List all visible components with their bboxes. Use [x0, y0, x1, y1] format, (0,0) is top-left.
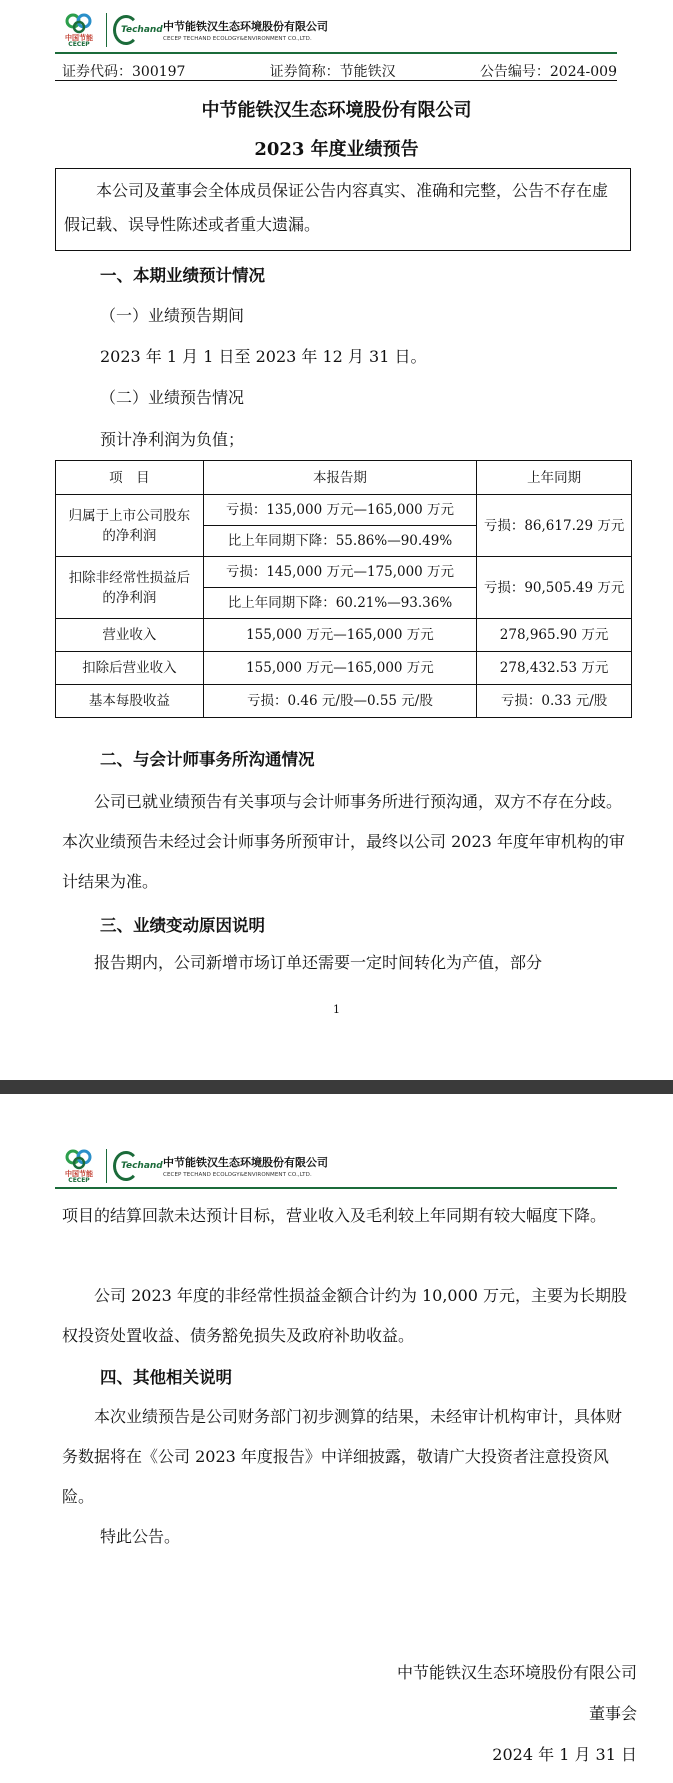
row-prior: 亏损：86,617.29 万元	[477, 495, 632, 557]
row-current-a: 亏损：135,000 万元—165,000 万元	[203, 495, 476, 526]
table-header-row	[56, 461, 632, 495]
page-2	[0, 1094, 673, 1783]
techand-brand-text: Techand	[121, 1161, 163, 1171]
section-3-body-page1: 报告期内，公司新增市场订单还需要一定时间转化为产值，部分	[94, 953, 543, 972]
section-4-body: 本次业绩预告是公司财务部门初步测算的结果，未经审计机构审计，具体财务数据将在《公司 2023 年度报告》中详细披露，敬请广大投资者注意投资风险。	[62, 1407, 623, 1506]
page-number: 1	[333, 1003, 340, 1016]
company-name-en: CECEP TECHAND ECOLOGY&ENVIRONMENT CO.,LTD.	[163, 36, 312, 42]
profit-note: 预计净利润为负值；	[100, 430, 245, 449]
row-current: 亏损：0.46 元/股—0.55 元/股	[203, 685, 476, 718]
header-current: 本报告期	[203, 461, 476, 495]
header-rule	[55, 52, 617, 54]
signature-company: 中节能铁汉生态环境股份有限公司	[396, 1663, 637, 1682]
closing-text: 特此公告。	[100, 1527, 181, 1546]
row-current-a: 亏损：145,000 万元—175,000 万元	[203, 557, 476, 588]
logo-divider	[106, 13, 107, 47]
disclaimer-box	[55, 168, 631, 251]
row-current: 155,000 万元—165,000 万元	[203, 652, 476, 685]
document-report-title: 2023 年度业绩预告	[254, 139, 419, 160]
row-prior: 278,965.90 万元	[477, 619, 632, 652]
subsection-forecast-heading: （二）业绩预告情况	[100, 388, 245, 407]
company-name-cn: 中节能铁汉生态环境股份有限公司	[163, 1156, 328, 1169]
cecep-logo	[60, 12, 98, 48]
letterhead	[60, 12, 328, 48]
cecep-logo	[60, 1148, 98, 1184]
company-name-block	[163, 18, 328, 42]
page-separator	[0, 1080, 673, 1094]
section-3-heading: 三、业绩变动原因说明	[100, 916, 265, 935]
row-item: 扣除后营业收入	[56, 652, 204, 685]
notice-number: 公告编号：2024-009	[479, 64, 617, 80]
table-row	[56, 652, 632, 685]
row-item: 归属于上市公司股东的净利润	[56, 495, 204, 557]
signature-board: 董事会	[588, 1704, 637, 1723]
row-item: 营业收入	[56, 619, 204, 652]
techand-logo	[111, 12, 163, 48]
row-prior: 278,432.53 万元	[477, 652, 632, 685]
cecep-leaf-icon	[64, 12, 94, 34]
logo-en-text: CECEP	[68, 41, 90, 48]
header-rule	[55, 1187, 617, 1189]
meta-rule	[55, 80, 617, 81]
security-short-name: 证券简称：节能铁汉	[269, 64, 396, 80]
security-info-row	[62, 61, 617, 81]
logo-cn-text: 中国节能	[65, 1170, 93, 1178]
row-item: 基本每股收益	[56, 685, 204, 718]
company-name-en: CECEP TECHAND ECOLOGY&ENVIRONMENT CO.,LTD.	[163, 1172, 312, 1178]
logo-cn-text: 中国节能	[65, 34, 93, 42]
row-item: 扣除非经常性损益后的净利润	[56, 557, 204, 619]
signature-date: 2024 年 1 月 31 日	[492, 1745, 637, 1764]
table-row	[56, 557, 632, 588]
row-prior: 亏损：90,505.49 万元	[477, 557, 632, 619]
document-company-title: 中节能铁汉生态环境股份有限公司	[201, 100, 472, 121]
disclaimer-text: 本公司及董事会全体成员保证公告内容真实、准确和完整，公告不存在虚假记载、误导性陈述或者重大遗漏。	[64, 181, 609, 234]
section-1-heading: 一、本期业绩预计情况	[100, 266, 265, 285]
techand-brand-text: Techand	[121, 25, 163, 35]
logo-en-text: CECEP	[68, 1177, 90, 1184]
company-name-cn: 中节能铁汉生态环境股份有限公司	[163, 20, 328, 33]
security-code: 证券代码：300197	[62, 64, 186, 80]
row-prior: 亏损：0.33 元/股	[477, 685, 632, 718]
row-current: 155,000 万元—165,000 万元	[203, 619, 476, 652]
row-current-b: 比上年同期下降：55.86%—90.49%	[203, 526, 476, 557]
section-3-body-2: 公司 2023 年度的非经常性损益金额合计约为 10,000 万元，主要为长期股权投资处置收益、债务豁免损失及政府补助收益。	[62, 1286, 628, 1345]
section-2-body: 公司已就业绩预告有关事项与会计师事务所进行预沟通，双方不存在分歧。本次业绩预告未经过会计师事务所预审计，最终以公司 2023 年度年审机构的审计结果为准。	[62, 792, 625, 891]
table-row	[56, 495, 632, 526]
section-4-heading: 四、其他相关说明	[100, 1368, 232, 1387]
logo-divider	[106, 1149, 107, 1183]
subsection-period-heading: （一）业绩预告期间	[100, 306, 245, 325]
header-item: 项 目	[56, 461, 204, 495]
company-name-block	[163, 1154, 328, 1178]
table-row	[56, 619, 632, 652]
section-3-body-page2: 项目的结算回款未达预计目标，营业收入及毛利较上年同期有较大幅度下降。	[62, 1206, 607, 1225]
section-2-heading: 二、与会计师事务所沟通情况	[100, 750, 315, 769]
letterhead	[60, 1148, 328, 1184]
row-current-b: 比上年同期下降：60.21%—93.36%	[203, 588, 476, 619]
forecast-period: 2023 年 1 月 1 日至 2023 年 12 月 31 日。	[100, 347, 427, 366]
header-prior: 上年同期	[477, 461, 632, 495]
techand-logo	[111, 1148, 163, 1184]
table-row	[56, 685, 632, 718]
cecep-leaf-icon	[64, 1148, 94, 1170]
forecast-table	[55, 460, 632, 718]
